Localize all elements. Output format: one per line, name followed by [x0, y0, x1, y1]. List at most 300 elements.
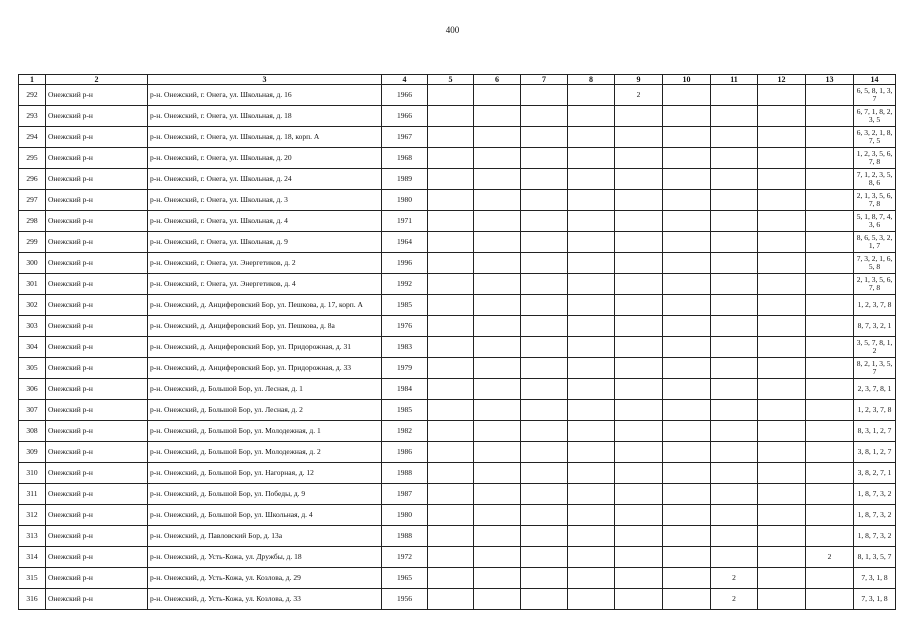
table-row [19, 190, 896, 211]
table-cell: 300 [19, 253, 46, 274]
table-cell [758, 358, 806, 379]
table-cell: 313 [19, 526, 46, 547]
table-cell: р-н. Онежский, г. Онега, ул. Школьная, д. 16 [148, 85, 382, 106]
table-cell [663, 568, 711, 589]
table-row [19, 463, 896, 484]
table-cell [758, 211, 806, 232]
table-cell: 1984 [382, 379, 428, 400]
table-cell: 6, 3, 2, 1, 8, 7, 5 [854, 127, 896, 148]
table-row [19, 232, 896, 253]
table-cell: Онежский р-н [46, 358, 148, 379]
table-cell [428, 232, 474, 253]
table-cell: р-н. Онежский, д. Большой Бор, ул. Нагорная, д. 12 [148, 463, 382, 484]
table-cell: 1982 [382, 421, 428, 442]
table-cell [521, 190, 568, 211]
table-cell [711, 463, 758, 484]
table-cell [758, 316, 806, 337]
table-cell [711, 442, 758, 463]
table-cell [711, 547, 758, 568]
table-cell [568, 295, 615, 316]
table-cell [663, 211, 711, 232]
table-cell [474, 463, 521, 484]
table-cell: 1979 [382, 358, 428, 379]
table-cell [758, 148, 806, 169]
table-cell [663, 253, 711, 274]
table-cell: 301 [19, 274, 46, 295]
table-cell: 3, 8, 2, 7, 1 [854, 463, 896, 484]
table-row [19, 253, 896, 274]
table-cell [806, 148, 854, 169]
table-cell: 307 [19, 400, 46, 421]
table-cell: р-н. Онежский, д. Анциферовский Бор, ул. Пешкова, д. 8а [148, 316, 382, 337]
table-cell: р-н. Онежский, д. Усть-Кожа, ул. Дружбы, д. 18 [148, 547, 382, 568]
column-header: 4 [382, 75, 428, 85]
table-cell [758, 463, 806, 484]
table-cell: 2, 1, 3, 5, 6, 7, 8 [854, 274, 896, 295]
table-cell: 308 [19, 421, 46, 442]
table-cell: 1989 [382, 169, 428, 190]
table-cell [711, 526, 758, 547]
table-cell [568, 85, 615, 106]
table-cell: 1986 [382, 442, 428, 463]
table-cell: Онежский р-н [46, 421, 148, 442]
table-cell [474, 85, 521, 106]
table-cell [711, 232, 758, 253]
table-cell [521, 232, 568, 253]
table-cell [428, 190, 474, 211]
table-cell [711, 274, 758, 295]
table-cell: Онежский р-н [46, 148, 148, 169]
table-cell [806, 568, 854, 589]
table-cell: Онежский р-н [46, 400, 148, 421]
table-cell: 294 [19, 127, 46, 148]
table-cell [615, 463, 663, 484]
column-header: 2 [46, 75, 148, 85]
table-cell [758, 442, 806, 463]
table-cell [568, 421, 615, 442]
table-cell [615, 505, 663, 526]
table-row [19, 568, 896, 589]
table-cell [711, 400, 758, 421]
table-cell [474, 400, 521, 421]
table-cell [428, 589, 474, 610]
table-cell [428, 295, 474, 316]
table-cell [806, 442, 854, 463]
table-cell [806, 400, 854, 421]
table-cell [711, 190, 758, 211]
table-cell: 1964 [382, 232, 428, 253]
table-cell [474, 526, 521, 547]
table-cell [663, 274, 711, 295]
table-row [19, 211, 896, 232]
table-cell: 1956 [382, 589, 428, 610]
table-cell [474, 505, 521, 526]
table-cell [758, 484, 806, 505]
table-cell: 309 [19, 442, 46, 463]
table-cell [711, 85, 758, 106]
table-row [19, 148, 896, 169]
table-cell: 2, 3, 7, 8, 1 [854, 379, 896, 400]
table-cell [758, 505, 806, 526]
table-cell: 1983 [382, 337, 428, 358]
table-cell: р-н. Онежский, г. Онега, ул. Энергетиков, д. 2 [148, 253, 382, 274]
table-row [19, 358, 896, 379]
table-cell [758, 85, 806, 106]
table-cell [568, 211, 615, 232]
table-cell: р-н. Онежский, д. Большой Бор, ул. Лесная, д. 1 [148, 379, 382, 400]
table-cell [615, 526, 663, 547]
table-cell [521, 547, 568, 568]
table-cell [428, 253, 474, 274]
table-cell: р-н. Онежский, г. Онега, ул. Школьная, д. 24 [148, 169, 382, 190]
table-cell: Онежский р-н [46, 547, 148, 568]
table-cell: Онежский р-н [46, 169, 148, 190]
table-cell: Онежский р-н [46, 190, 148, 211]
table-cell [615, 169, 663, 190]
table-cell [474, 295, 521, 316]
table-cell [428, 400, 474, 421]
table-cell: 305 [19, 358, 46, 379]
table-cell [521, 379, 568, 400]
table-cell: 1967 [382, 127, 428, 148]
table-cell [806, 190, 854, 211]
table-cell [428, 337, 474, 358]
table-cell: 1, 2, 3, 5, 6, 7, 8 [854, 148, 896, 169]
table-cell [663, 589, 711, 610]
table-cell: 1968 [382, 148, 428, 169]
table-row [19, 400, 896, 421]
table-cell [521, 442, 568, 463]
table-cell: 2 [711, 568, 758, 589]
table-cell: Онежский р-н [46, 442, 148, 463]
table-cell [521, 337, 568, 358]
table-cell [474, 589, 521, 610]
table-cell: р-н. Онежский, г. Онега, ул. Школьная, д. 9 [148, 232, 382, 253]
table-cell [758, 337, 806, 358]
table-cell: 2 [711, 589, 758, 610]
table-cell: 316 [19, 589, 46, 610]
table-cell: р-н. Онежский, д. Анциферовский Бор, ул. Придорожная, д. 31 [148, 337, 382, 358]
table-cell [615, 379, 663, 400]
table-cell [428, 316, 474, 337]
table-cell [474, 232, 521, 253]
table-cell [521, 316, 568, 337]
table-cell: 1966 [382, 85, 428, 106]
table-cell: 314 [19, 547, 46, 568]
table-cell [711, 295, 758, 316]
table-cell [568, 337, 615, 358]
table-cell [568, 232, 615, 253]
table-cell: Онежский р-н [46, 337, 148, 358]
table-cell: 310 [19, 463, 46, 484]
table-cell: р-н. Онежский, д. Большой Бор, ул. Победы, д. 9 [148, 484, 382, 505]
table-cell: 1, 8, 7, 3, 2 [854, 484, 896, 505]
table-cell [428, 505, 474, 526]
column-header: 6 [474, 75, 521, 85]
table-cell: Онежский р-н [46, 568, 148, 589]
table-cell: 7, 3, 2, 1, 6, 5, 8 [854, 253, 896, 274]
table-cell [758, 526, 806, 547]
table-cell [806, 169, 854, 190]
table-cell: р-н. Онежский, г. Онега, ул. Энергетиков, д. 4 [148, 274, 382, 295]
table-cell [568, 526, 615, 547]
table-cell [806, 253, 854, 274]
data-table [18, 74, 896, 610]
column-header: 14 [854, 75, 896, 85]
table-cell [521, 484, 568, 505]
table-cell [521, 295, 568, 316]
table-cell: 293 [19, 106, 46, 127]
table-cell [615, 316, 663, 337]
table-cell [615, 253, 663, 274]
table-cell [568, 442, 615, 463]
table-cell [568, 316, 615, 337]
table-cell [711, 211, 758, 232]
table-cell: Онежский р-н [46, 379, 148, 400]
table-cell [428, 442, 474, 463]
table-cell [615, 232, 663, 253]
column-header: 7 [521, 75, 568, 85]
table-cell [758, 274, 806, 295]
table-cell [474, 316, 521, 337]
table-cell [568, 400, 615, 421]
table-cell [521, 85, 568, 106]
table-cell [806, 421, 854, 442]
table-cell: 1988 [382, 463, 428, 484]
table-cell: 312 [19, 505, 46, 526]
table-cell [428, 127, 474, 148]
table-cell [474, 568, 521, 589]
table-row [19, 274, 896, 295]
table-cell [711, 127, 758, 148]
table-cell [474, 253, 521, 274]
table-cell: 1, 2, 3, 7, 8 [854, 400, 896, 421]
table-cell [663, 547, 711, 568]
table-cell: 3, 5, 7, 8, 1, 2 [854, 337, 896, 358]
table-cell: р-н. Онежский, д. Большой Бор, ул. Школьная, д. 4 [148, 505, 382, 526]
table-cell: Онежский р-н [46, 232, 148, 253]
table-row [19, 85, 896, 106]
table-cell [663, 85, 711, 106]
table-cell [806, 463, 854, 484]
table-cell [615, 568, 663, 589]
table-cell [428, 106, 474, 127]
table-cell: 1985 [382, 400, 428, 421]
table-cell: 297 [19, 190, 46, 211]
table-cell [474, 337, 521, 358]
table-cell: 1965 [382, 568, 428, 589]
table-cell [521, 106, 568, 127]
table-cell: Онежский р-н [46, 526, 148, 547]
table-cell [474, 211, 521, 232]
table-row [19, 442, 896, 463]
table-cell [521, 568, 568, 589]
column-header: 9 [615, 75, 663, 85]
table-cell: 1972 [382, 547, 428, 568]
column-header: 1 [19, 75, 46, 85]
table-cell: Онежский р-н [46, 463, 148, 484]
table-cell [806, 106, 854, 127]
table-cell: р-н. Онежский, д. Анциферовский Бор, ул. Придорожная, д. 33 [148, 358, 382, 379]
table-cell: 8, 2, 1, 3, 5, 7 [854, 358, 896, 379]
table-cell [806, 127, 854, 148]
table-cell [758, 232, 806, 253]
table-cell [428, 148, 474, 169]
table-cell [711, 421, 758, 442]
table-cell [615, 337, 663, 358]
table-cell: 296 [19, 169, 46, 190]
table-cell: 303 [19, 316, 46, 337]
table-cell [615, 148, 663, 169]
column-header: 3 [148, 75, 382, 85]
table-cell: Онежский р-н [46, 505, 148, 526]
table-cell: Онежский р-н [46, 253, 148, 274]
table-cell [428, 568, 474, 589]
table-cell [758, 127, 806, 148]
table-cell [663, 526, 711, 547]
table-cell: 8, 1, 3, 5, 7 [854, 547, 896, 568]
table-cell: Онежский р-н [46, 316, 148, 337]
table-cell [521, 400, 568, 421]
table-row [19, 106, 896, 127]
table-cell: Онежский р-н [46, 127, 148, 148]
table-cell [521, 253, 568, 274]
column-header: 12 [758, 75, 806, 85]
table-cell: р-н. Онежский, д. Усть-Кожа, ул. Козлова, д. 33 [148, 589, 382, 610]
table-cell: 306 [19, 379, 46, 400]
table-row [19, 316, 896, 337]
table-cell: р-н. Онежский, г. Онега, ул. Школьная, д. 3 [148, 190, 382, 211]
table-cell [568, 589, 615, 610]
table-cell: р-н. Онежский, г. Онега, ул. Школьная, д. 4 [148, 211, 382, 232]
table-cell [806, 484, 854, 505]
table-cell [806, 85, 854, 106]
table-cell: р-н. Онежский, д. Большой Бор, ул. Молодежная, д. 1 [148, 421, 382, 442]
table-cell [758, 568, 806, 589]
table-cell: 1992 [382, 274, 428, 295]
table-cell [806, 232, 854, 253]
table-cell: 1, 8, 7, 3, 2 [854, 526, 896, 547]
table-cell [474, 421, 521, 442]
table-cell [663, 295, 711, 316]
table-cell [428, 169, 474, 190]
table-cell: 2 [615, 85, 663, 106]
column-header: 13 [806, 75, 854, 85]
table-cell: 7, 3, 1, 8 [854, 589, 896, 610]
table-cell: 1980 [382, 190, 428, 211]
table-cell [806, 358, 854, 379]
table-cell [474, 106, 521, 127]
table-cell: 295 [19, 148, 46, 169]
table-cell [474, 169, 521, 190]
table-cell: 311 [19, 484, 46, 505]
table-cell [711, 358, 758, 379]
table-cell [428, 379, 474, 400]
table-cell [428, 274, 474, 295]
table-cell [428, 526, 474, 547]
table-cell [474, 274, 521, 295]
table-cell [806, 505, 854, 526]
table-cell [806, 379, 854, 400]
table-cell [663, 169, 711, 190]
table-row [19, 421, 896, 442]
table-cell: р-н. Онежский, д. Усть-Кожа, ул. Козлова, д. 29 [148, 568, 382, 589]
column-header: 5 [428, 75, 474, 85]
table-cell: 8, 7, 3, 2, 1 [854, 316, 896, 337]
table-cell: 2, 1, 3, 5, 6, 7, 8 [854, 190, 896, 211]
table-cell [663, 190, 711, 211]
table-cell [474, 148, 521, 169]
table-cell: 2 [806, 547, 854, 568]
table-cell [663, 400, 711, 421]
table-cell: Онежский р-н [46, 85, 148, 106]
table-cell [663, 127, 711, 148]
table-cell: 5, 1, 8, 7, 4, 3, 6 [854, 211, 896, 232]
table-cell [568, 547, 615, 568]
table-cell: 3, 8, 1, 2, 7 [854, 442, 896, 463]
table-cell [428, 85, 474, 106]
table-cell [521, 505, 568, 526]
table-cell [568, 148, 615, 169]
table-cell: р-н. Онежский, г. Онега, ул. Школьная, д. 20 [148, 148, 382, 169]
table-cell [474, 379, 521, 400]
table-cell [711, 379, 758, 400]
table-cell [568, 484, 615, 505]
table-cell [428, 484, 474, 505]
table-cell [521, 463, 568, 484]
table-cell [474, 190, 521, 211]
page-number: 400 [445, 25, 460, 35]
table-cell [474, 442, 521, 463]
table-cell [615, 589, 663, 610]
table-cell [758, 253, 806, 274]
table-cell [615, 127, 663, 148]
table-row [19, 337, 896, 358]
table-cell [568, 190, 615, 211]
table-cell [663, 358, 711, 379]
table-cell [663, 463, 711, 484]
table-cell [428, 358, 474, 379]
table-cell [521, 148, 568, 169]
table-cell [663, 232, 711, 253]
table-cell [663, 484, 711, 505]
column-header: 8 [568, 75, 615, 85]
table-cell [428, 463, 474, 484]
table-cell [428, 421, 474, 442]
table-cell [521, 211, 568, 232]
table-cell: Онежский р-н [46, 589, 148, 610]
table-cell: 304 [19, 337, 46, 358]
table-cell [663, 442, 711, 463]
table-cell [711, 253, 758, 274]
table-cell [568, 106, 615, 127]
table-cell: 6, 7, 1, 8, 2, 3, 5 [854, 106, 896, 127]
table-cell: р-н. Онежский, д. Анциферовский Бор, ул. Пешкова, д. 17, корп. А [148, 295, 382, 316]
table-cell: 8, 3, 1, 2, 7 [854, 421, 896, 442]
table-cell: 1976 [382, 316, 428, 337]
table-cell [806, 295, 854, 316]
table-cell [568, 274, 615, 295]
table-cell [428, 211, 474, 232]
table-cell: Онежский р-н [46, 274, 148, 295]
table-row [19, 295, 896, 316]
header-row [19, 75, 896, 85]
table-cell [711, 169, 758, 190]
table-cell: Онежский р-н [46, 484, 148, 505]
table-cell [758, 190, 806, 211]
table-cell [615, 106, 663, 127]
table-cell: 1, 8, 7, 3, 2 [854, 505, 896, 526]
